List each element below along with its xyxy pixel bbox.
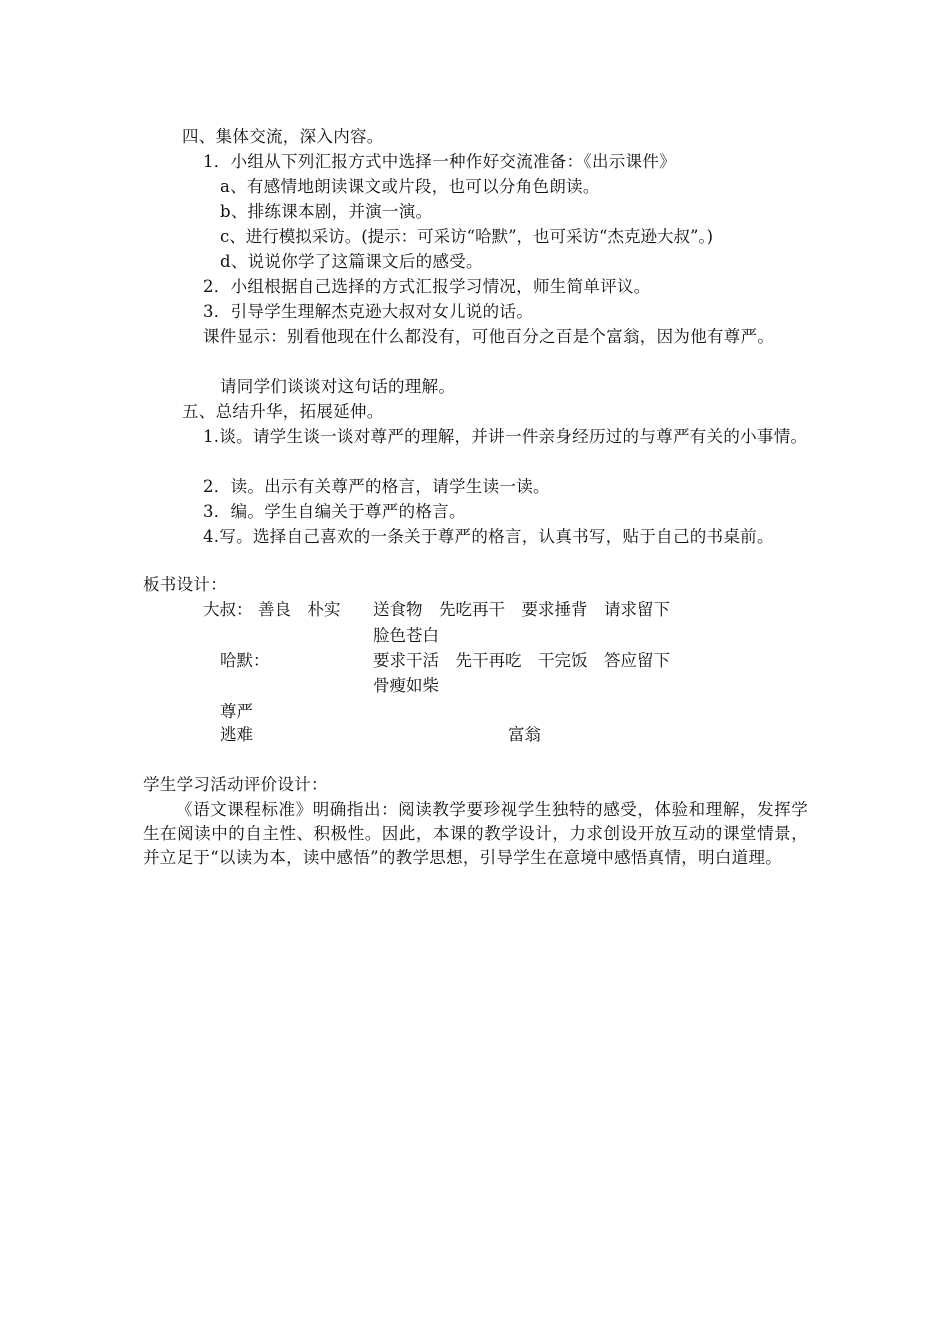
board-rich: 富翁 bbox=[508, 725, 541, 744]
section5-item1: 1.谈。请学生谈一谈对尊严的理解，并讲一件亲身经历过的与尊严有关的小事情。 bbox=[203, 427, 808, 446]
section5-item2: 2．读。出示有关尊严的格言，请学生读一读。 bbox=[203, 477, 550, 496]
evaluation-body: 《语文课程标准》明确指出：阅读教学要珍视学生独特的感受，体验和理解，发挥学生在阅读中的自主性、积极性。因此，本课的教学设计，力求创设开放互动的课堂情景，并立足于“以读为本，读中感悟”的教学思想，引导学生在意境中感悟真情，明白道理。 bbox=[143, 800, 808, 867]
section4-item2: 2．小组根据自己选择的方式汇报学习情况，师生简单评议。 bbox=[203, 277, 651, 296]
section5-heading: 五、总结升华，拓展延伸。 bbox=[182, 402, 384, 421]
discuss-prompt: 请同学们谈谈对这句话的理解。 bbox=[220, 377, 456, 396]
option-b: b、排练课本剧，并演一演。 bbox=[220, 202, 433, 221]
option-a: a、有感情地朗读课文或片段，也可以分角色朗读。 bbox=[220, 177, 600, 196]
hammer-body: 骨瘦如柴 bbox=[373, 676, 439, 695]
board-flee: 逃难 bbox=[220, 725, 253, 744]
section4-item1: 1．小组从下列汇报方式中选择一种作好交流准备：《出示课件》 bbox=[203, 152, 676, 171]
section5-item4: 4.写。选择自己喜欢的一条关于尊严的格言，认真书写，贴于自己的书桌前。 bbox=[203, 527, 774, 546]
section4-item3: 3．引导学生理解杰克逊大叔对女儿说的话。 bbox=[203, 302, 533, 321]
board-dignity: 尊严 bbox=[220, 702, 253, 721]
evaluation-title: 学生学习活动评价设计： bbox=[143, 775, 328, 794]
section4-heading: 四、集体交流，深入内容。 bbox=[182, 127, 384, 146]
option-d: d、说说你学了这篇课文后的感受。 bbox=[220, 252, 483, 271]
section5-item3: 3．编。学生自编关于尊严的格言。 bbox=[203, 502, 466, 521]
uncle-actions: 送食物 先吃再干 要求捶背 请求留下 bbox=[373, 600, 670, 619]
hammer-actions: 要求干活 先干再吃 干完饭 答应留下 bbox=[373, 651, 670, 670]
uncle-label: 大叔： bbox=[203, 600, 253, 619]
uncle-face: 脸色苍白 bbox=[373, 626, 439, 645]
uncle-traits: 善良 朴实 bbox=[258, 600, 341, 619]
board-title: 板书设计： bbox=[143, 575, 227, 594]
option-c: c、进行模拟采访。(提示：可采访“哈默”，也可采访“杰克逊大叔”。) bbox=[220, 227, 714, 246]
courseware-quote: 课件显示：别看他现在什么都没有，可他百分之百是个富翁，因为他有尊严。 bbox=[203, 327, 775, 346]
hammer-label: 哈默： bbox=[220, 651, 270, 670]
